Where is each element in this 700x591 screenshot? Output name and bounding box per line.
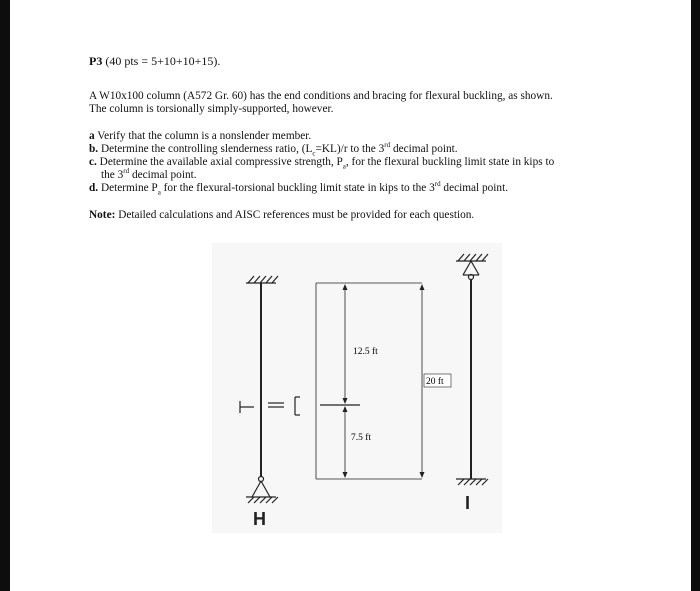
question-b-sub: c [312,149,316,158]
question-c-continued [101,169,629,182]
problem-document [89,55,629,222]
question-d-label: d. [89,182,99,194]
note-label: Note: [89,209,116,221]
dimension-lower-label: 7.5 ft [351,433,372,443]
question-a [89,130,629,143]
column-diagram [212,243,502,533]
problem-points: (40 pts = 5+10+10+15). [105,54,221,68]
dimension-total-label: 20 ft [426,377,444,387]
question-c-text-mid: , for the flexural buckling limit state in kips to [345,156,555,168]
question-c-sub: a [342,162,346,171]
question-a-text: Verify that the column is a nonslender member. [97,130,312,142]
question-a-label: a [89,130,95,142]
question-c-sup: rd [123,167,130,176]
question-c [89,156,629,169]
question-c-label: c. [89,156,97,168]
problem-intro [89,90,629,116]
question-b-label: b. [89,143,99,155]
question-c-cont-after: decimal point. [129,169,197,181]
question-c-cont-before: the 3 [101,169,124,181]
question-c-text-before: Determine the available axial compressive strength, P [99,156,343,168]
section-icon-left: H [253,509,266,529]
question-d-text-before: Determine P [100,182,158,194]
note-text: Detailed calculations and AISC references must be provided for each question. [118,209,475,221]
question-b-text-after: decimal point. [390,143,458,155]
problem-number: P3 [89,54,103,68]
note [89,209,629,222]
section-icon-right: I [465,493,471,513]
question-d-sup: rd [434,180,441,189]
intro-line-2: The column is torsionally simply-supported, however. [89,103,334,115]
problem-heading [89,55,629,68]
intro-line-1: A W10x100 column (A572 Gr. 60) has the end conditions and bracing for flexural buckling, as shown. [89,90,553,102]
column-bracing-figure [212,243,502,533]
question-b-sup: rd [384,141,391,150]
dimension-upper-label: 12.5 ft [353,347,378,357]
question-d-text-after: decimal point. [440,182,509,194]
question-b [89,143,629,156]
question-d-sub: a [157,188,161,197]
right-border [691,0,700,591]
figure-background [212,243,502,533]
question-d [89,182,629,195]
question-d-text-mid: for the flexural-torsional buckling limit state in kips to the 3 [160,182,435,194]
left-border [0,0,10,591]
question-b-text-mid: =KL)/r to the 3 [315,143,385,155]
question-b-text-before: Determine the controlling slenderness ratio, (L [100,143,313,155]
